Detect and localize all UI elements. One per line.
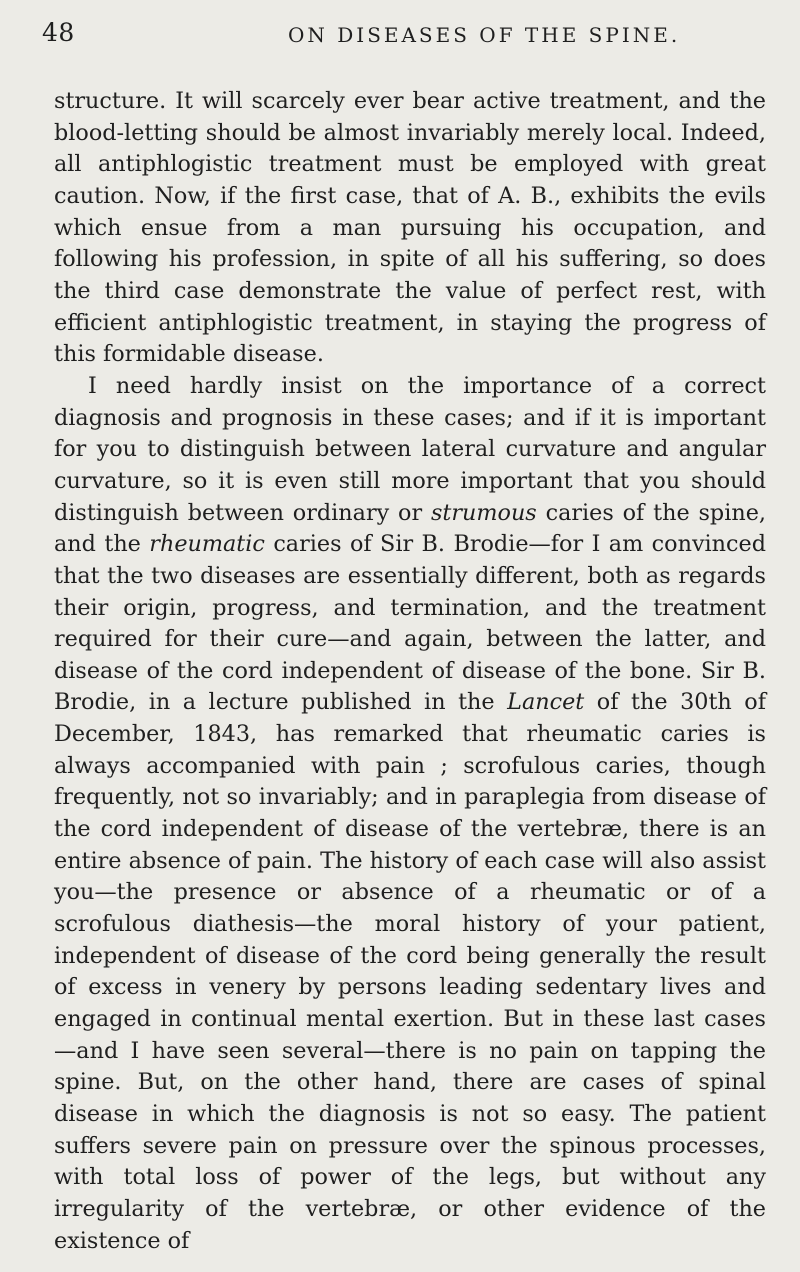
- page-number: 48: [42, 18, 75, 47]
- italic-term-rheumatic: rheumatic: [149, 531, 265, 558]
- paragraph-2-text-part-1: I need hardly insist on the importance of a correct diagnosis and prognosis in these cases; and if it is important for you to distinguish between lateral curvature and angular curvature, so it is even still more important that you should distinguish between ordinary or: [54, 372, 766, 526]
- paragraph-1: [54, 86, 766, 371]
- italic-title-lancet: Lancet: [507, 689, 585, 716]
- paragraph-2: [54, 371, 766, 1257]
- italic-term-strumous: strumous: [430, 499, 537, 526]
- running-title: ON DISEASES OF THE SPINE.: [288, 23, 681, 47]
- paragraph-2-text-part-3: caries of Sir B. Brodie—for I am convinced that the two diseases are essentially different, both as regards their origin, progress, and termination, and the treatment required for their cure—and again, between the latter, and disease of the cord independent of disease of the bone. Sir B. Brodie, in a lecture published in the: [54, 531, 766, 716]
- paragraph-2-text-part-2: caries of the spine, and the: [54, 499, 766, 558]
- running-head: [40, 14, 760, 54]
- paragraph-2-text-part-4: of the 30th of December, 1843, has remarked that rheumatic caries is always accompanied with pain ; scrofulous caries, though frequently, not so invariably; and in paraplegia from disease of the cord independent of disease of the vertebræ, there is an entire absence of pain. The history of each case will also assist you—the presence or absence of a rheumatic or of a scrofulous diathesis—the moral history of your patient, independent of disease of the cord being generally the result of excess in venery by persons leading sedentary lives and engaged in continual mental exertion. But in these last cases—and I have seen several—there is no pain on tapping the spine. But, on the other hand, there are cases of spinal disease in which the diagnosis is not so easy. The patient suffers severe pain on pressure over the spinous processes, with total loss of power of the legs, but without any irregularity of the vertebræ, or other evidence of the existence of: [54, 689, 766, 1254]
- body-text: [54, 86, 766, 1257]
- paragraph-1-text: structure. It will scarcely ever bear active treatment, and the blood-letting should be almost invariably merely local. Indeed, all antiphlogistic treatment must be employed with great caution. Now, if the first case, that of A. B., exhibits the evils which ensue from a man pursuing his occupation, and following his profession, in spite of all his suffering, so does the third case demonstrate the value of perfect rest, with efficient antiphlogistic treatment, in staying the progress of this formidable disease.: [54, 88, 766, 368]
